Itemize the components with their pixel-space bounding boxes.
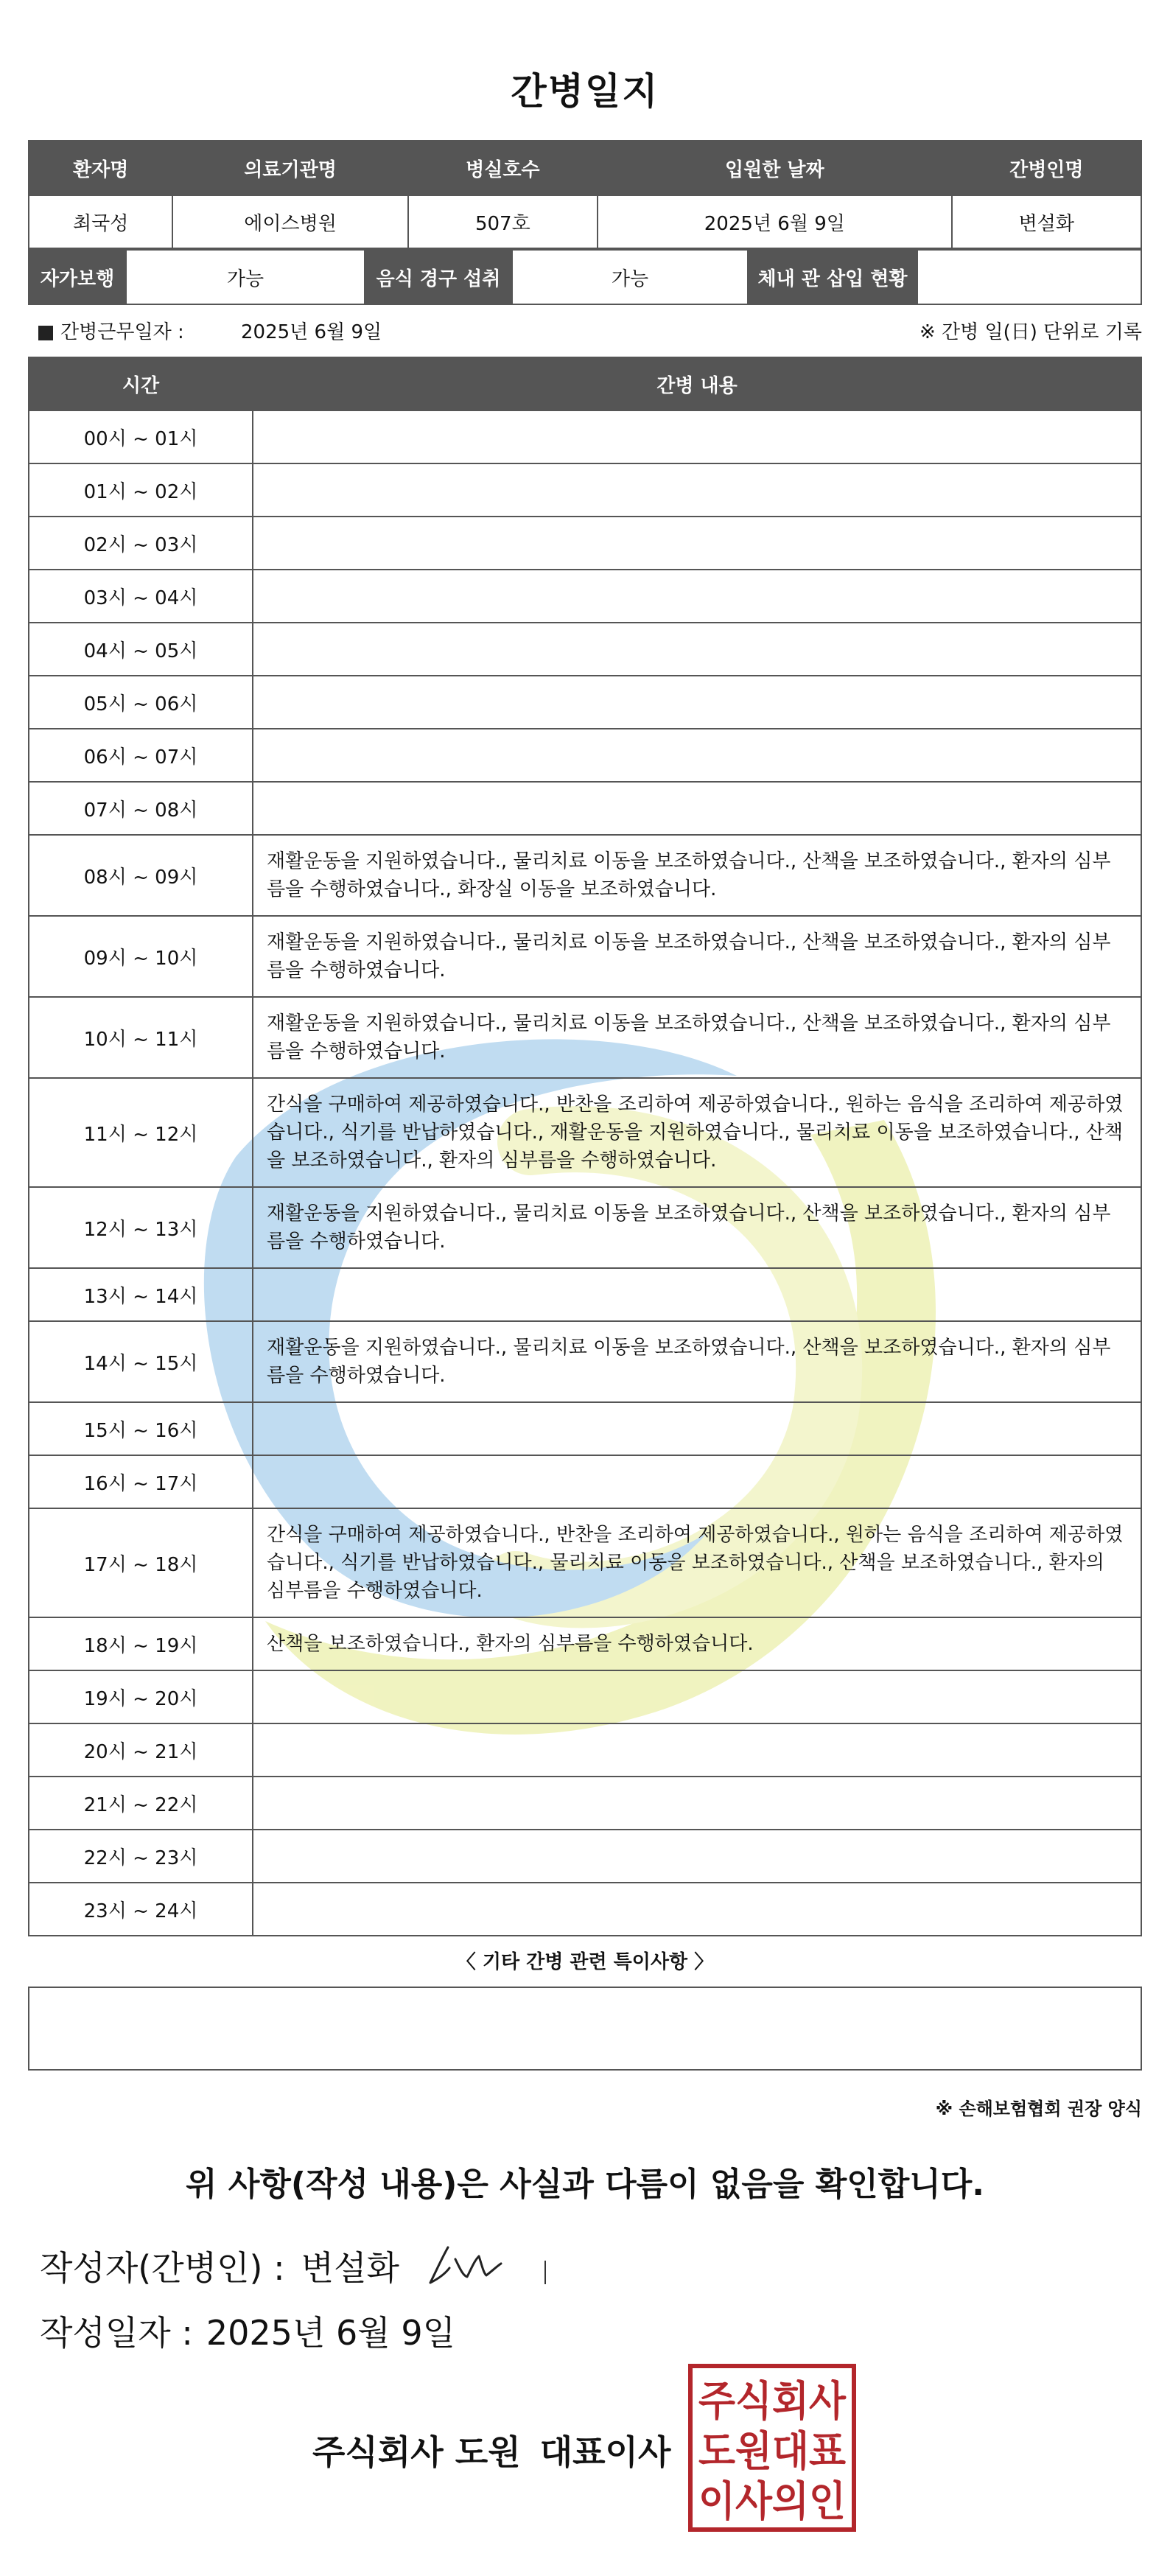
row-content [253,1830,1141,1883]
table-row [29,463,1141,517]
table-row [29,835,1141,916]
row-content: 재활운동을 지원하였습니다., 물리치료 이동을 보조하였습니다., 산책을 보조하였습니다., 환자의 심부름을 수행하였습니다. [253,1187,1141,1268]
row-time: 17시 ~ 18시 [29,1508,253,1617]
row-content [253,1402,1141,1455]
row-time: 07시 ~ 08시 [29,782,253,835]
row-content [253,1670,1141,1723]
seal-line-3: 이사의인 [698,2478,846,2526]
table-row [29,729,1141,782]
row-content [253,570,1141,623]
row-content [253,517,1141,570]
hospital-name: 에이스병원 [172,195,407,248]
header-room-number: 병실호수 [408,141,598,195]
table-row [29,517,1141,570]
self-care-value: 가능 [126,250,365,304]
table-row [29,1078,1141,1187]
table-row [29,410,1141,463]
row-time: 19시 ~ 20시 [29,1670,253,1723]
row-time: 10시 ~ 11시 [29,997,253,1078]
table-row [29,1508,1141,1617]
table-row [29,676,1141,729]
row-time: 22시 ~ 23시 [29,1830,253,1883]
admission-date: 2025년 6월 9일 [598,195,952,248]
writer-line [40,2241,399,2290]
row-time: 08시 ~ 09시 [29,835,253,916]
table-row [29,1883,1141,1936]
row-content [253,1777,1141,1830]
row-content [253,1455,1141,1508]
table-row [29,1670,1141,1723]
table-row [29,1777,1141,1830]
row-time: 15시 ~ 16시 [29,1402,253,1455]
row-content: 재활운동을 지원하였습니다., 물리치료 이동을 보조하였습니다., 산책을 보조하였습니다., 환자의 심부름을 수행하였습니다., 화장실 이동을 보조하였습니다. [253,835,1141,916]
writer-name: 변설화 [301,2248,399,2288]
row-time: 12시 ~ 13시 [29,1187,253,1268]
row-time: 06시 ~ 07시 [29,729,253,782]
row-content: 산책을 보조하였습니다., 환자의 심부름을 수행하였습니다. [253,1617,1141,1670]
table-row [29,997,1141,1078]
table-row [29,570,1141,623]
work-date-label: 간병근무일자 : [60,321,184,343]
header-patient-name: 환자명 [29,141,172,195]
caregiver-name: 변설화 [952,195,1141,248]
tube-label: 체내 관 삽입 현황 [748,250,917,304]
square-bullet-icon [38,326,53,340]
row-time: 09시 ~ 10시 [29,916,253,997]
table-row [29,1830,1141,1883]
table-row [29,623,1141,676]
row-time: 18시 ~ 19시 [29,1617,253,1670]
record-note: ※ 간병 일(日) 단위로 기록 [919,321,1142,343]
row-time: 21시 ~ 22시 [29,1777,253,1830]
header-caregiver-name: 간병인명 [952,141,1141,195]
row-time: 00시 ~ 01시 [29,410,253,463]
work-date: 2025년 6월 9일 [241,321,382,343]
date-label: 작성일자 : [40,2313,193,2353]
room-number: 507호 [408,195,598,248]
row-time: 13시 ~ 14시 [29,1268,253,1321]
oral-intake-label: 음식 경구 섭취 [365,250,512,304]
col-content-header: 간병 내용 [253,357,1141,410]
row-content: 재활운동을 지원하였습니다., 물리치료 이동을 보조하였습니다., 산책을 보조하였습니다., 환자의 심부름을 수행하였습니다. [253,997,1141,1078]
care-log-table [28,357,1142,1936]
row-time: 05시 ~ 06시 [29,676,253,729]
tube-value [917,250,1141,304]
row-content: 간식을 구매하여 제공하였습니다., 반찬을 조리하여 제공하였습니다., 원하는 음식을 조리하여 제공하였습니다., 식기를 반납하였습니다., 재활운동을 지원하였습니다., 물리치료 이동을 보조하였습니다., 산책을 보조하였습니다., 환자의 심부름을 수행하였습니다. [253,1078,1141,1187]
row-content [253,729,1141,782]
seal-line-2: 도원대표 [698,2428,846,2476]
row-content [253,623,1141,676]
table-row [29,1455,1141,1508]
row-content [253,1723,1141,1777]
table-row [29,782,1141,835]
row-content: 재활운동을 지원하였습니다., 물리치료 이동을 보조하였습니다., 산책을 보조하였습니다., 환자의 심부름을 수행하였습니다. [253,916,1141,997]
written-date-line [40,2306,455,2355]
date-value: 2025년 6월 9일 [206,2313,456,2353]
company-title: 대표이사 [539,2432,671,2472]
table-row [29,1321,1141,1402]
row-time: 03시 ~ 04시 [29,570,253,623]
col-time-header: 시간 [29,357,253,410]
patient-name: 최국성 [29,195,172,248]
row-content: 간식을 구매하여 제공하였습니다., 반찬을 조리하여 제공하였습니다., 원하는 음식을 조리하여 제공하였습니다., 식기를 반납하였습니다., 물리치료 이동을 보조하였습니다., 산책을 보조하였습니다., 환자의 심부름을 수행하였습니다. [253,1508,1141,1617]
writer-label: 작성자(간병인) : [40,2248,285,2288]
company-seal-icon [688,2364,856,2532]
row-content [253,463,1141,517]
table-row [29,1402,1141,1455]
row-content [253,1268,1141,1321]
patient-info-table [28,140,1142,249]
table-row [29,1268,1141,1321]
handwritten-signature [423,2239,570,2290]
header-admission-date: 입원한 날짜 [598,141,952,195]
patient-status-table [28,249,1142,305]
self-care-label: 자가보행 [29,250,126,304]
table-row [29,1723,1141,1777]
page-title: 간병일지 [511,70,659,113]
row-time: 20시 ~ 21시 [29,1723,253,1777]
row-time: 02시 ~ 03시 [29,517,253,570]
row-time: 14시 ~ 15시 [29,1321,253,1402]
row-content [253,1883,1141,1936]
row-content [253,676,1141,729]
confirmation-statement: 위 사항(작성 내용)은 사실과 다름이 없음을 확인합니다. [186,2166,984,2203]
table-row [29,1617,1141,1670]
row-content: 재활운동을 지원하였습니다., 물리치료 이동을 보조하였습니다., 산책을 보조하였습니다., 환자의 심부름을 수행하였습니다. [253,1321,1141,1402]
company-name: 주식회사 도원 [312,2432,521,2472]
header-hospital-name: 의료기관명 [172,141,407,195]
company-line [312,2426,690,2474]
row-time: 16시 ~ 17시 [29,1455,253,1508]
row-content [253,782,1141,835]
row-content [253,410,1141,463]
oral-intake-value: 가능 [512,250,748,304]
row-time: 11시 ~ 12시 [29,1078,253,1187]
other-notes-box [28,1987,1142,2071]
row-time: 23시 ~ 24시 [29,1883,253,1936]
other-notes-title: 〈 기타 간병 관련 특이사항 〉 [456,1951,714,1973]
work-date-row [38,317,1142,346]
row-time: 04시 ~ 05시 [29,623,253,676]
seal-line-1: 주식회사 [698,2378,847,2426]
row-time: 01시 ~ 02시 [29,463,253,517]
recommend-note: ※ 손해보험협회 권장 양식 [935,2099,1142,2119]
table-row [29,916,1141,997]
table-row [29,1187,1141,1268]
